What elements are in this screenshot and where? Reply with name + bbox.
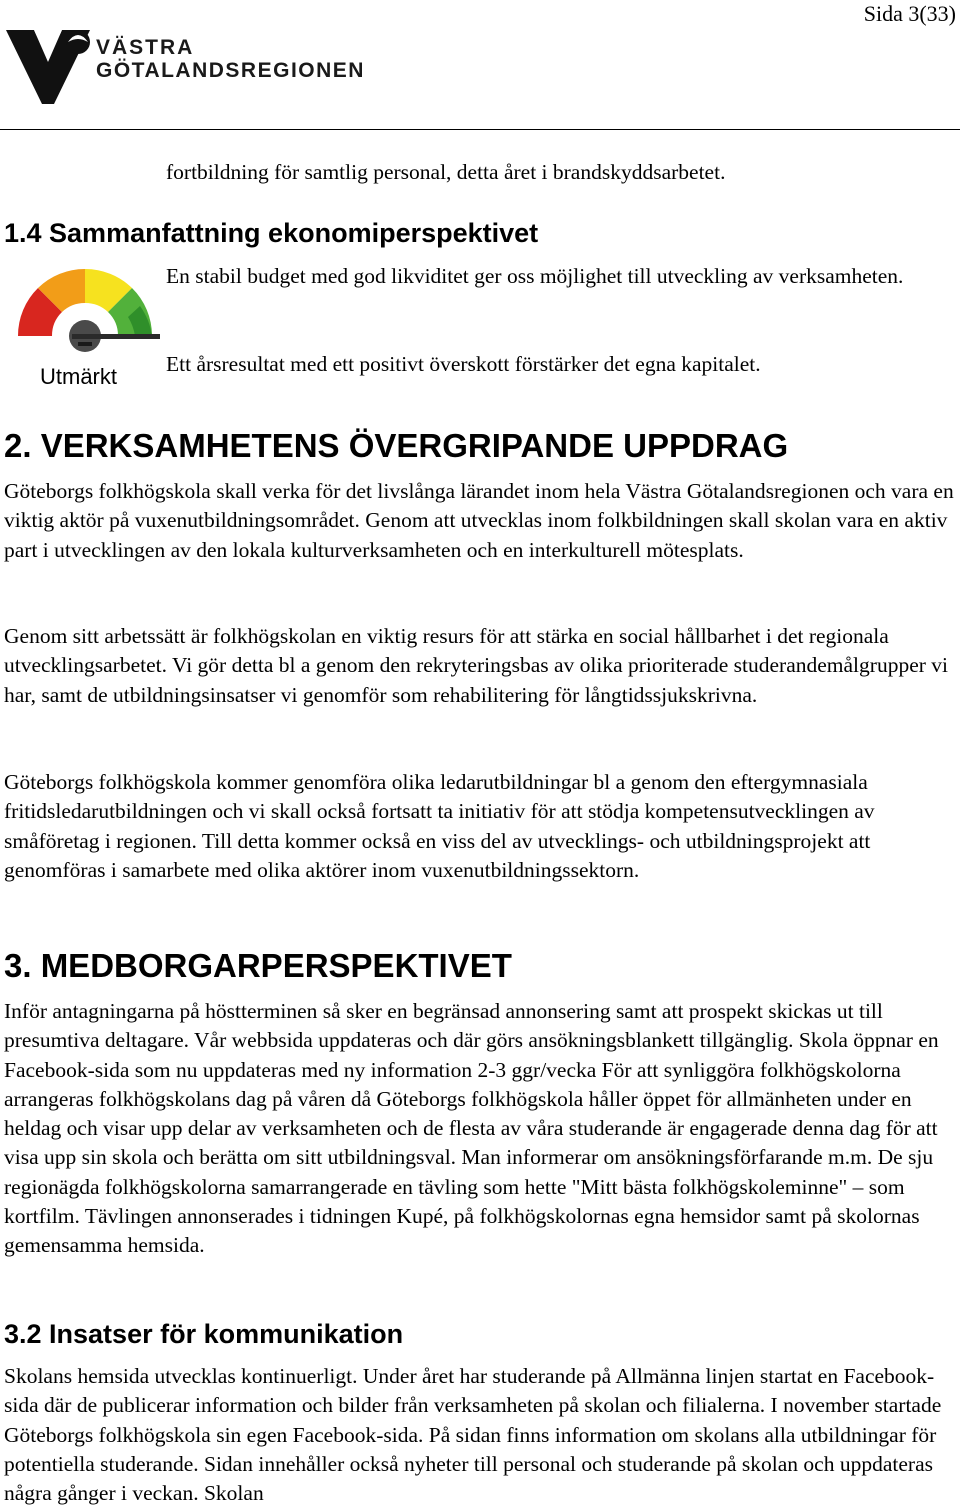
section-heading-3-2: 3.2 Insatser för kommunikation <box>4 1319 404 1349</box>
paragraph: En stabil budget med god likviditet ger oss möjlighet till utveckling av verksamheten. <box>166 264 904 288</box>
region-emblem-icon <box>4 22 96 106</box>
section-heading-2: 2. VERKSAMHETENS ÖVERGRIPANDE UPPDRAG <box>4 427 789 464</box>
header-rule <box>0 129 960 130</box>
paragraph: Inför antagningarna på höstterminen så sker en begränsad annonsering samt att prospekt skickas ut till presumtiva deltagare. Vår webbsida uppdateras och där görs ansökningsblankett tillgänglig. Skola öppnar en Facebook-sida som nu uppdateras med ny information 2-3 ggr/vecka För att synliggöra folkhögskolorna arrangeras folkhögskolans dag på våren då Göteborgs folkhögskola håller öppet för allmänheten under en heldag och visar upp delar av verksamheten och de flesta av våra studerande är engagerade denna dag för att visa upp sin skola och berätta om sitt utbildningsval. Man informerar om ansökningsförfarande m.m. De sju regionägda folkhögskolorna samarrangerade en tävling som hette "Mitt bästa folkhögskoleminne" – som kortfilm. Tävlingen annonserades i tidningen Kupé, på folkhögskolornas egna hemsidor samt på skolornas gemensamma hemsida. <box>4 999 939 1258</box>
continuation-text: fortbildning för samtlig personal, detta året i brandskyddsarbetet. <box>166 160 726 184</box>
logo-line-2: GÖTALANDSREGIONEN <box>96 59 365 82</box>
paragraph: Ett årsresultat med ett positivt överskott förstärker det egna kapitalet. <box>166 352 761 376</box>
paragraph: Skolans hemsida utvecklas kontinuerligt. Under året har studerande på Allmänna linjen startat en Facebook-sida där de publicerar information och bilder från verksamheten på skolan och filialerna. I november startade Göteborgs folkhögskola sin egen Facebook-sida. På sidan finns information om skolans alla utbildningar för potentiella studerande. Sidan innehåller också nyheter till personal och studerande på skolan och uppdateras några gånger i veckan. Skolan <box>4 1364 942 1506</box>
paragraph: Genom sitt arbetssätt är folkhögskolan en viktig resurs för att stärka en social hållbarhet i det regionala utvecklingsarbetet. Vi gör detta bl a genom den rekryteringsbas av olika prioriterade studerandemålgrupper vi har, samt de utbildningsinsatser vi genomför som rehabilitering för långtidssjukskrivna. <box>4 624 948 707</box>
paragraph: Göteborgs folkhögskola kommer genomföra olika ledarutbildningar bl a genom den eftergymnasiala fritidsledarutbildningen och vi skall också fortsatt ta initiativ för att stödja kompetensutvecklingen av småföretag i regionen. Till detta kommer också en viss del av utvecklings- och utbildningsprojekt att genomföras i samarbete med olika aktörer inom vuxenutbildningssektorn. <box>4 770 875 882</box>
section-heading-1-4: 1.4 Sammanfattning ekonomiperspektivet <box>4 218 539 248</box>
section-heading-3: 3. MEDBORGARPERSPEKTIVET <box>4 947 512 984</box>
vastra-gotalandsregionen-logo <box>4 22 384 106</box>
logo-line-1: VÄSTRA <box>96 36 195 59</box>
gauge-label: Utmärkt <box>40 364 117 389</box>
page-number: Sida 3(33) <box>863 1 956 26</box>
logo-wordmark <box>96 36 365 82</box>
paragraph: Göteborgs folkhögskola skall verka för det livslånga lärandet inom hela Västra Götalandsregionen och vara en viktig aktör på vuxenutbildningsområdet. Genom att utvecklas inom folkbildningen skall skolan vara en aktiv part i utvecklingen av den lokala kulturverksamheten och en interkulturell mötesplats. <box>4 479 954 562</box>
gauge-excellent-icon <box>10 262 160 362</box>
